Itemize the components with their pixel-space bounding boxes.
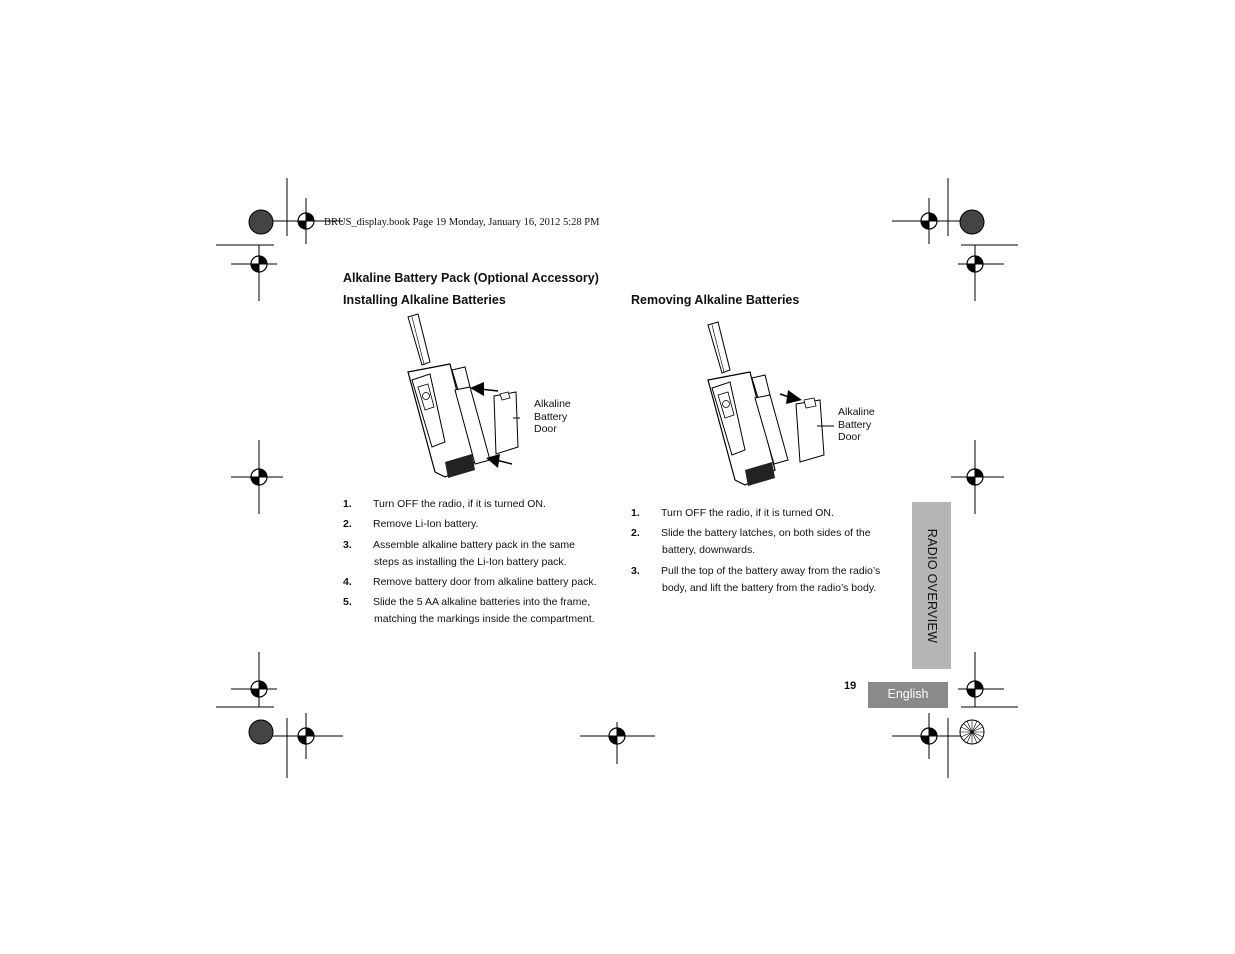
step-text-continued: steps as installing the Li-Ion battery pack. <box>374 556 567 568</box>
step-number: 1. <box>343 498 352 510</box>
step-number: 3. <box>631 565 640 577</box>
radial-registration-target-icon <box>960 210 984 234</box>
install-callout-label: Alkaline Battery Door <box>534 398 571 435</box>
step-number: 1. <box>631 507 640 519</box>
step-text: Assemble alkaline battery pack in the same <box>373 539 575 551</box>
remove-callout-label: Alkaline Battery Door <box>838 406 875 443</box>
step-text: Slide the 5 AA alkaline batteries into the frame, <box>373 596 591 608</box>
radial-registration-target-icon <box>249 720 273 744</box>
crop-registration-mark-icon <box>892 178 1018 301</box>
crop-registration-mark-icon <box>216 652 343 778</box>
crop-registration-mark-icon <box>216 178 343 301</box>
crop-registration-mark-icon <box>231 440 283 514</box>
crop-registration-mark-icon <box>892 652 1018 778</box>
step-number: 5. <box>343 596 352 608</box>
page-number: 19 <box>844 680 857 692</box>
crop-registration-mark-icon <box>951 440 1004 514</box>
step-text: Turn OFF the radio, if it is turned ON. <box>373 498 546 510</box>
step-number: 3. <box>343 539 352 551</box>
section-title: Alkaline Battery Pack (Optional Accessory) <box>343 271 599 285</box>
remove-heading: Removing Alkaline Batteries <box>631 293 800 307</box>
radial-registration-target-icon <box>960 720 984 744</box>
crop-registration-mark-icon <box>580 722 655 764</box>
step-text: Remove battery door from alkaline battery pack. <box>373 576 597 588</box>
step-number: 2. <box>343 518 352 530</box>
step-number: 2. <box>631 527 640 539</box>
language-tab: English <box>868 682 948 708</box>
radio-battery-illustration <box>400 312 520 482</box>
step-text: Pull the top of the battery away from the radio’s <box>661 565 881 577</box>
radio-battery-illustration <box>700 320 840 490</box>
step-text: Turn OFF the radio, if it is turned ON. <box>661 507 834 519</box>
step-text-continued: body, and lift the battery from the radio’s body. <box>662 582 877 594</box>
step-text-continued: matching the markings inside the compartment. <box>374 613 595 625</box>
section-side-tab <box>912 502 951 669</box>
step-number: 4. <box>343 576 352 588</box>
file-header: BRUS_display.book Page 19 Monday, January 16, 2012 5:28 PM <box>324 217 600 228</box>
radial-registration-target-icon <box>249 210 273 234</box>
step-text: Remove Li-Ion battery. <box>373 518 479 530</box>
install-heading: Installing Alkaline Batteries <box>343 293 506 307</box>
step-text: Slide the battery latches, on both sides of the <box>661 527 871 539</box>
side-tab-label: RADIO OVERVIEW <box>924 528 939 643</box>
step-text-continued: battery, downwards. <box>662 544 756 556</box>
